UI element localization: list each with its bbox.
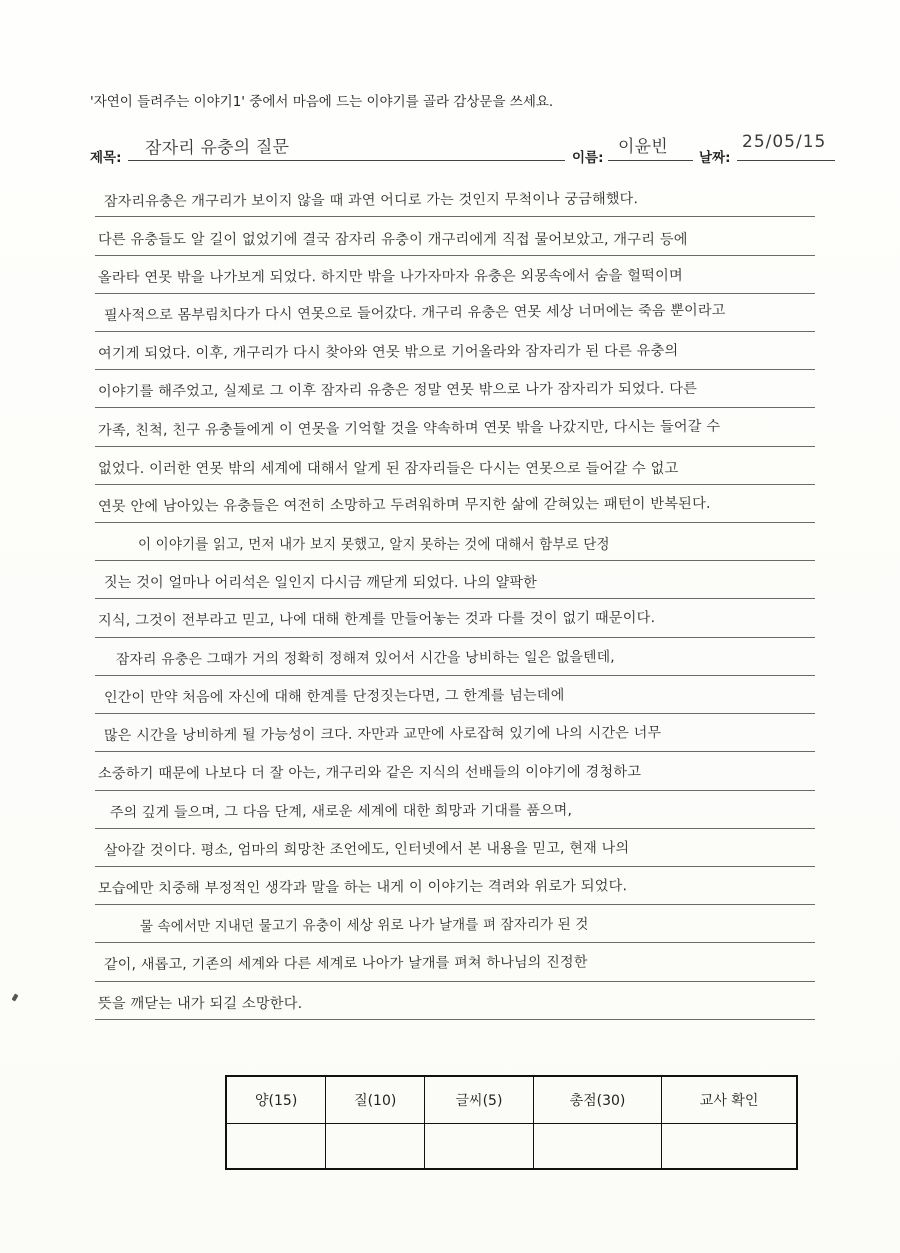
ruled-line (95, 981, 815, 982)
ruled-line (95, 637, 815, 638)
ruled-line (95, 828, 815, 829)
ruled-line (95, 255, 815, 256)
ruled-line (95, 293, 815, 294)
essay-line[interactable]: 잠자리유충은 개구리가 보이지 않을 때 과연 어디로 가는 것인지 무척이나 궁금해했다. (103, 191, 639, 211)
ruled-line (95, 216, 815, 217)
ruled-line (95, 407, 815, 408)
ruled-line (95, 866, 815, 867)
name-underline (608, 160, 693, 161)
essay-line[interactable]: 지식, 그것이 전부라고 믿고, 나에 대해 한계를 만들어놓는 것과 다를 것이 없기 때문이다. (97, 610, 656, 629)
essay-line[interactable]: 같이, 새롭고, 기존의 세계와 다른 세계로 나아가 날개를 펴쳐 하나님의 진정한 (103, 954, 588, 973)
name-label: 이름: (572, 150, 604, 166)
essay-line[interactable]: 물 속에서만 지내던 물고기 유충이 세상 위로 나가 날개를 펴 잠자리가 된 것 (139, 916, 589, 935)
essay-line[interactable]: 주의 깊게 들으며, 그 다음 단계, 새로운 세계에 대한 희망과 기대를 품으며, (109, 802, 573, 821)
ruled-line (95, 560, 815, 561)
essay-line[interactable]: 이 이야기를 읽고, 먼저 내가 보지 못했고, 알지 못하는 것에 대해서 함부로 단정 (138, 537, 610, 553)
ruled-line (95, 484, 815, 485)
essay-line[interactable]: 다른 유충들도 알 길이 없었기에 결국 잠자리 유충이 개구리에게 직접 물어보았고, 개구리 등에 (98, 232, 688, 248)
score-header-handwriting: 글씨(5) (425, 1076, 534, 1124)
essay-line[interactable]: 연못 안에 남아있는 유충들은 여전히 소망하고 두려워하며 무지한 삶에 갇혀있는 패턴이 반복된다. (97, 495, 711, 515)
score-header-total: 총점(30) (533, 1076, 661, 1124)
essay-line[interactable]: 가족, 친척, 친구 유충들에게 이 연못을 기억할 것을 약속하며 연못 밖을 나갔지만, 다시는 들어갈 수 (97, 418, 721, 440)
essay-line[interactable]: 필사적으로 몸부림치다가 다시 연못으로 들어갔다. 개구리 유충은 연못 세상 너머에는 죽음 뿐이라고 (103, 302, 726, 325)
ruled-line (95, 522, 815, 523)
title-underline (128, 160, 565, 161)
title-value[interactable]: 잠자리 유충의 질문 (144, 137, 290, 159)
paper-speck (12, 993, 19, 1001)
ruled-line (95, 369, 815, 370)
score-header-quality: 질(10) (326, 1076, 425, 1124)
ruled-line (95, 942, 815, 943)
score-table-value-row (226, 1124, 797, 1170)
score-table-header-row (226, 1076, 797, 1124)
essay-line[interactable]: 여기게 되었다. 이후, 개구리가 다시 찾아와 연못 밖으로 기어올라와 잠자리가 된 다른 유충의 (97, 342, 679, 362)
ruled-line (95, 598, 815, 599)
essay-line[interactable]: 많은 시간을 낭비하게 될 가능성이 크다. 자만과 교만에 사로잡혀 있기에 나의 시간은 너무 (103, 725, 662, 744)
essay-line[interactable]: 소중하기 때문에 나보다 더 잘 아는, 개구리와 같은 지식의 선배들의 이야기에 경청하고 (97, 764, 642, 782)
date-value[interactable]: 25/05/15 (742, 132, 827, 152)
ruled-line (95, 331, 815, 332)
score-header-quantity: 양(15) (226, 1076, 326, 1124)
score-cell-quality[interactable] (326, 1124, 425, 1170)
essay-line[interactable]: 뜻을 깨닫는 내가 되길 소망한다. (98, 996, 303, 1012)
essay-line[interactable]: 인간이 만약 처음에 자신에 대해 한계를 단정짓는다면, 그 한계를 넘는데에 (103, 687, 565, 706)
score-cell-total[interactable] (533, 1124, 661, 1170)
score-header-teacher-check: 교사 확인 (662, 1076, 797, 1124)
essay-line[interactable]: 이야기를 해주었고, 실제로 그 이후 잠자리 유충은 정말 연못 밖으로 나가 잠자리가 되었다. 다른 (97, 380, 698, 400)
instruction-text: '자연이 들려주는 이야기1' 중에서 마음에 드는 이야기를 골라 감상문을 쓰세요. (90, 94, 554, 110)
score-cell-teacher-check[interactable] (662, 1124, 797, 1170)
ruled-line (95, 1019, 815, 1020)
ruled-line (95, 675, 815, 676)
essay-line[interactable]: 짓는 것이 얼마나 어리석은 일인지 다시금 깨닫게 되었다. 나의 얄팍한 (104, 575, 537, 591)
name-value[interactable]: 이윤빈 (618, 137, 668, 157)
score-cell-handwriting[interactable] (425, 1124, 534, 1170)
score-table (225, 1075, 798, 1170)
date-label: 날짜: (699, 150, 731, 166)
ruled-line (95, 904, 815, 905)
ruled-line (95, 790, 815, 791)
essay-line[interactable]: 없었다. 이러한 연못 밖의 세계에 대해서 알게 된 잠자리들은 다시는 연못으로 들어갈 수 없고 (98, 461, 679, 477)
essay-line[interactable]: 모습에만 치중해 부정적인 생각과 말을 하는 내게 이 이야기는 격려와 위로가 되었다. (97, 878, 628, 897)
ruled-line (95, 713, 815, 714)
score-cell-quantity[interactable] (226, 1124, 326, 1170)
ruled-line (95, 751, 815, 752)
essay-line[interactable]: 올라타 연못 밖을 나가보게 되었다. 하지만 밖을 나가자마자 유충은 외몽속에서 숨을 헐떡이며 (97, 267, 683, 286)
title-label: 제목: (90, 150, 122, 166)
essay-line[interactable]: 잠자리 유충은 그때가 거의 정확히 정해져 있어서 시간을 낭비하는 일은 없을텐데, (115, 649, 615, 668)
essay-line[interactable]: 살아갈 것이다. 평소, 엄마의 희망찬 조언에도, 인터넷에서 본 내용을 믿고, 현재 나의 (103, 840, 630, 859)
ruled-line (95, 446, 815, 447)
date-underline (737, 160, 835, 161)
